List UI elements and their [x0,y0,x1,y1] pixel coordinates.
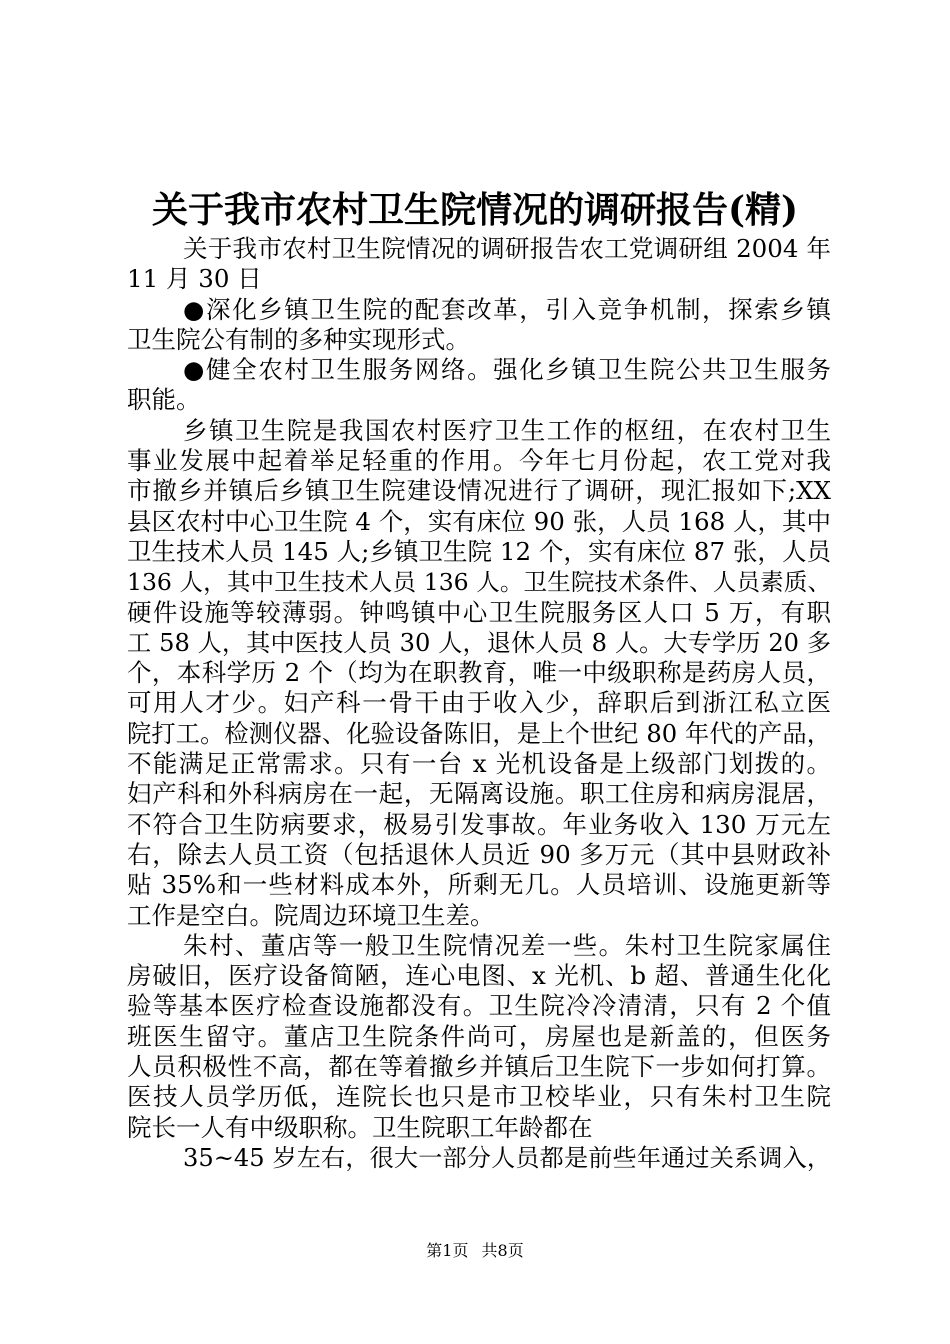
text-line: 11 月 30 日 [127,264,262,294]
text-line: 院长一人有中级职称。卫生院职工年龄都在 [127,1112,593,1142]
text-line: 卫生院公有制的多种实现形式。 [127,324,470,354]
text-line: 关于我市农村卫生院情况的调研报告农工党调研组 2004 年 [183,234,831,263]
text-line: 卫生技术人员 145 人;乡镇卫生院 12 个，实有床位 87 张，人员 [127,536,831,566]
text-line: 朱村、董店等一般卫生院情况差一些。朱村卫生院家属住 [183,930,831,960]
page-number: 第1页 [426,1241,469,1260]
page-footer [0,1240,950,1262]
text-line: 不符合卫生防病要求，极易引发事故。年业务收入 130 万元左 [127,809,831,839]
text-line: 人员积极性不高，都在等着撤乡并镇后卫生院下一步如何打算。 [127,1052,831,1082]
text-line: 班医生留守。董店卫生院条件尚可，房屋也是新盖的，但医务 [127,1021,831,1051]
text-line: 136 人，其中卫生技术人员 136 人。卫生院技术条件、人员素质、 [127,568,831,597]
text-line: 乡镇卫生院是我国农村医疗卫生工作的枢纽，在农村卫生 [183,415,831,445]
text-line: 职能。 [127,385,201,415]
text-line: 35~45 岁左右，很大一部分人员都是前些年通过关系调入， [183,1143,831,1172]
text-line: 工作是空白。院周边环境卫生差。 [127,900,495,930]
text-line: 医技人员学历低，连院长也只是市卫校毕业，只有朱村卫生院 [127,1082,831,1112]
text-line: 不能满足正常需求。只有一台 x 光机设备是上级部门划拨的。 [127,749,831,779]
text-line: 贴 35%和一些材料成本外，所剩无几。人员培训、设施更新等 [127,870,831,900]
text-line: 验等基本医疗检查设施都没有。卫生院冷冷清清，只有 2 个值 [127,991,831,1021]
document-body [127,234,831,1173]
text-line: 事业发展中起着举足轻重的作用。今年七月份起，农工党对我 [127,446,831,476]
text-line: 右，除去人员工资（包括退休人员近 90 多万元（其中县财政补 [127,839,831,869]
text-line: 妇产科和外科病房在一起，无隔离设施。职工住房和病房混居， [127,779,831,809]
text-line: ●健全农村卫生服务网络。强化乡镇卫生院公共卫生服务 [183,355,831,385]
text-line: 市撤乡并镇后乡镇卫生院建设情况进行了调研，现汇报如下;XX [127,476,831,506]
text-line: 硬件设施等较薄弱。钟鸣镇中心卫生院服务区人口 5 万，有职 [127,597,831,627]
page-total: 共8页 [481,1241,524,1260]
text-line: 工 58 人，其中医技人员 30 人，退休人员 8 人。大专学历 20 多 [127,628,831,657]
document-title: 关于我市农村卫生院情况的调研报告(精) [151,189,799,231]
text-line: 可用人才少。妇产科一骨干由于收入少，辞职后到浙江私立医 [127,688,831,718]
text-line: 县区农村中心卫生院 4 个，实有床位 90 张，人员 168 人，其中 [127,506,831,536]
text-line: 房破旧，医疗设备简陋，连心电图、x 光机、b 超、普通生化化 [127,961,831,991]
text-line: 个，本科学历 2 个（均为在职教育，唯一中级职称是药房人员， [127,658,831,688]
text-line: ●深化乡镇卫生院的配套改革，引入竞争机制，探索乡镇 [183,294,831,324]
text-line: 院打工。检测仪器、化验设备陈旧，是上个世纪 80 年代的产品， [127,719,831,748]
